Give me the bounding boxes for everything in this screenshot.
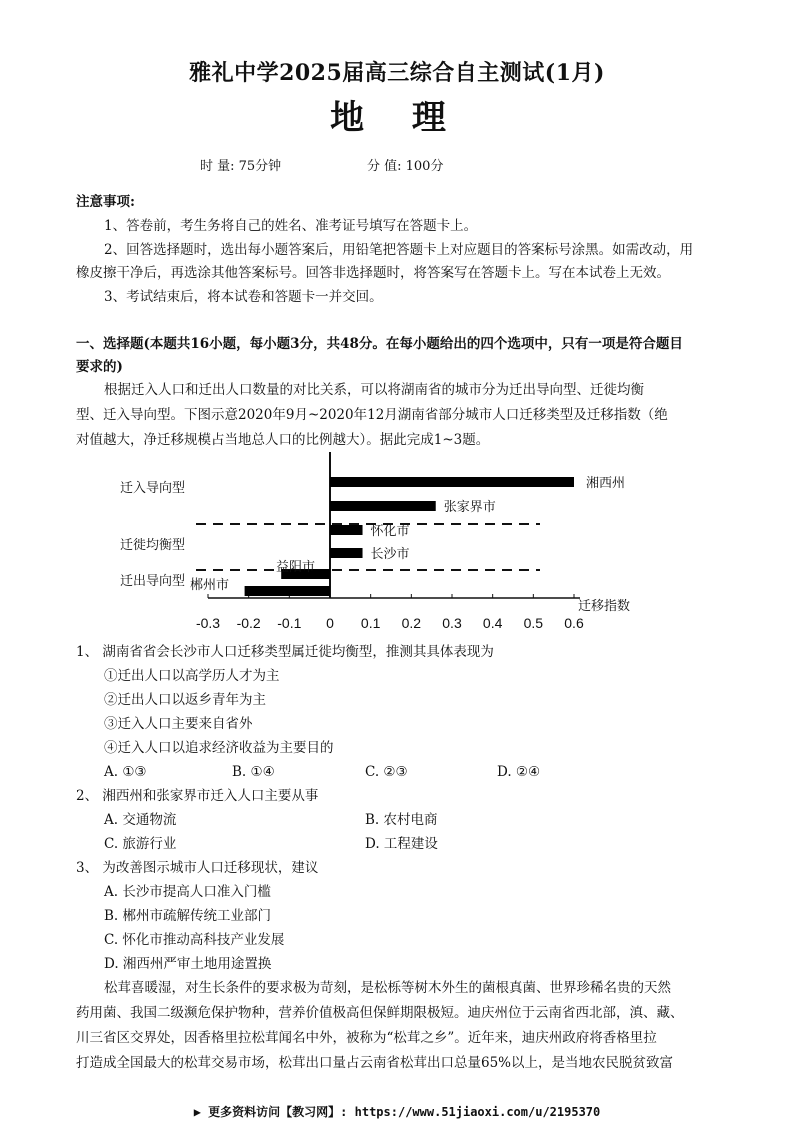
option: C. 旅游行业 (104, 836, 177, 852)
bar (330, 477, 574, 487)
group-label: 迁入导向型 (120, 480, 186, 495)
x-tick-label: 0.6 (564, 615, 584, 631)
option: B. ①④ (232, 764, 275, 780)
option: B. 郴州市疏解传统工业部门 (104, 908, 272, 924)
bar (245, 586, 330, 596)
x-tick-label: 0.2 (401, 615, 422, 631)
score-label: 分 值: 100分 (367, 159, 444, 174)
option: D. 工程建设 (365, 836, 438, 852)
bar-label: 郴州市 (190, 577, 230, 592)
intro-text: 型、迁入导向型。下图示意2020年9月~2020年12月湖南省部分城市人口迁移类型及迁移指数（绝 (76, 407, 668, 423)
bar-label: 张家界市 (443, 499, 496, 514)
bar (330, 501, 436, 511)
x-tick-label: 0.1 (360, 615, 381, 631)
notice-item: 橡皮擦干净后，再选涂其他答案标号。回答非选择题时，将答案写在答题卡上。写在本试卷上无效。 (76, 265, 670, 281)
question-stem: 1、 湖南省省会长沙市人口迁移类型属迁徙均衡型，推测其具体表现为 (76, 644, 494, 660)
group-label: 迁徙均衡型 (120, 537, 186, 552)
section-heading: 一、选择题(本题共16小题，每小题3分，共48分。在每小题给出的四个选项中，只有一项是符合题目 (76, 336, 683, 352)
option: B. 农村电商 (365, 812, 438, 828)
statement: ③迁入人口主要来自省外 (104, 716, 253, 732)
section-heading: 要求的) (76, 359, 123, 375)
group-label: 迁出导向型 (120, 573, 186, 588)
question-stem: 2、 湘西州和张家界市迁入人口主要从事 (76, 788, 319, 804)
passage-text: 药用菌、我国二级濒危保护物种，营养价值极高但保鲜期限极短。迪庆州位于云南省西北部，滇、藏、 (76, 1005, 684, 1021)
statement: ①迁出人口以高学历人才为主 (104, 668, 280, 684)
option: D. ②④ (497, 764, 541, 780)
x-tick-label: -0.1 (277, 615, 302, 631)
x-tick-label: 0.4 (482, 615, 503, 631)
option: A. 交通物流 (104, 812, 177, 828)
x-tick-label: 0.5 (523, 615, 544, 631)
footer-link[interactable]: ▶ 更多资料访问【教习网】: https://www.51jiaoxi.com/u/2195370 (193, 1105, 601, 1119)
notice-item: 3、考试结束后，将本试卷和答题卡一并交回。 (104, 289, 383, 305)
passage-text: 川三省区交界处，因香格里拉松茸闻名中外，被称为“松茸之乡”。近年来，迪庆州政府将香格里拉 (76, 1030, 657, 1046)
bar-label: 长沙市 (370, 546, 410, 561)
x-tick-label: 0 (326, 615, 334, 631)
passage-text: 松茸喜暖湿，对生长条件的要求极为苛刻，是松栎等树木外生的菌根真菌、世界珍稀名贵的天然 (104, 980, 671, 996)
exam-title: 雅礼中学2025届高三综合自主测试(1月) (189, 60, 605, 86)
bar-label: 湘西州 (586, 475, 626, 490)
x-tick-label: -0.2 (236, 615, 261, 631)
notice-item: 1、答卷前，考生务将自己的姓名、准考证号填写在答题卡上。 (104, 218, 478, 234)
x-tick-label: -0.3 (195, 615, 221, 631)
x-tick-label: 0.3 (442, 615, 462, 631)
question-stem: 3、 为改善图示城市人口迁移现状，建议 (76, 860, 319, 876)
option: A. 长沙市提高人口准入门槛 (104, 884, 271, 900)
time-label: 时 量: 75分钟 (200, 159, 282, 174)
notice-heading: 注意事项: (76, 194, 135, 210)
subject-title: 地 理 (330, 98, 464, 138)
statement: ④迁入人口以追求经济收益为主要目的 (104, 740, 334, 756)
option: A. ①③ (104, 764, 147, 780)
option: D. 湘西州严审土地用途置换 (104, 956, 272, 972)
bar (330, 548, 363, 558)
statement: ②迁出人口以返乡青年为主 (104, 692, 266, 708)
migration-index-chart (110, 448, 670, 638)
intro-text: 根据迁入人口和迁出人口数量的对比关系，可以将湖南省的城市分为迁出导向型、迁徙均衡 (104, 382, 644, 398)
passage-text: 打造成全国最大的松茸交易市场，松茸出口量占云南省松茸出口总量65%以上，是当地农民脱贫致富 (76, 1055, 674, 1071)
bar-label: 益阳市 (276, 559, 316, 574)
bar (330, 525, 363, 535)
option: C. ②③ (365, 764, 408, 780)
notice-item: 2、回答选择题时，选出每小题答案后，用铅笔把答题卡上对应题目的答案标号涂黑。如需改动，用 (104, 242, 694, 258)
x-axis-label: 迁移指数 (578, 598, 631, 613)
intro-text: 对值越大，净迁移规模占当地总人口的比例越大）。据此完成1~3题。 (76, 432, 490, 448)
option: C. 怀化市推动高科技产业发展 (104, 932, 285, 948)
bar-label: 怀化市 (370, 523, 410, 538)
